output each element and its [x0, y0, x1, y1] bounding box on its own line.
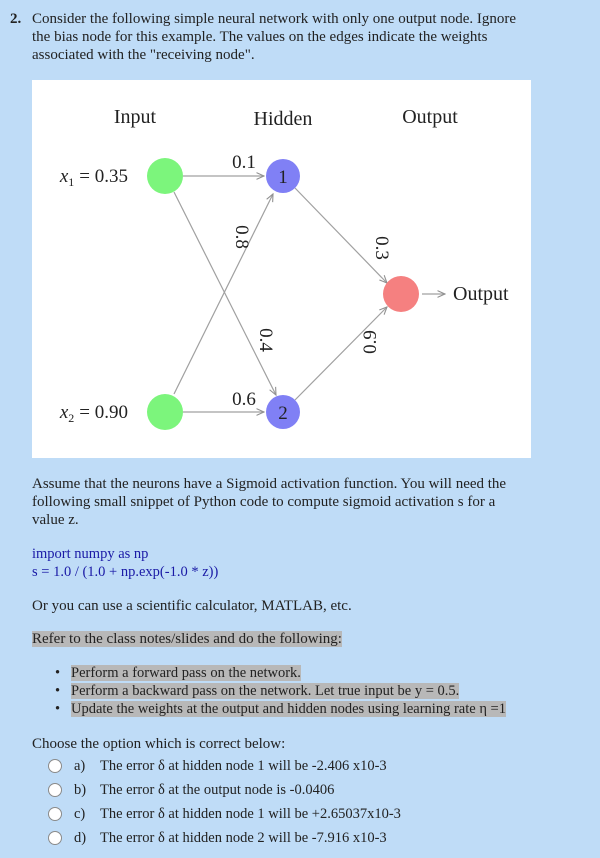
code-snippet	[32, 545, 218, 581]
option-a[interactable]	[48, 754, 401, 778]
radio-b[interactable]	[48, 783, 62, 797]
sigmoid-paragraph	[32, 475, 572, 529]
code-line-2: s = 1.0 / (1.0 + np.exp(-1.0 * z))	[32, 564, 219, 580]
network-svg	[32, 80, 531, 458]
code-line-1: import numpy as np	[32, 546, 149, 562]
answer-options	[48, 754, 401, 850]
edge-x2-h1	[174, 194, 273, 394]
hidden-node-2-label: 2	[278, 403, 288, 424]
weight-h2-out: 0.9	[360, 330, 381, 354]
option-c[interactable]	[48, 802, 401, 826]
weight-x2-h2: 0.6	[232, 389, 256, 410]
list-item: • Update the weights at the output and hidden nodes using learning rate η =1	[55, 700, 506, 718]
input-x1-label: $x_1 = 0.35$	[59, 166, 128, 189]
option-letter: a)	[74, 757, 86, 774]
choose-prompt: Choose the option which is correct below:	[32, 736, 286, 752]
weight-x1-h1: 0.1	[232, 152, 256, 173]
weight-h1-out: 0.3	[371, 236, 392, 260]
weight-x2-h1: 0.8	[231, 225, 252, 249]
input-node-x2	[147, 394, 183, 430]
list-item: • Perform a backward pass on the network. Let true input be y = 0.5.	[55, 682, 506, 700]
sigmoid-paragraph-line2: following small snippet of Python code to compute sigmoid activation s for a	[32, 494, 496, 510]
option-text: The error δ at hidden node 2 will be -7.916 x10-3	[100, 829, 387, 846]
radio-d[interactable]	[48, 831, 62, 845]
calculator-note: Or you can use a scientific calculator, MATLAB, etc.	[32, 598, 352, 614]
option-text: The error δ at hidden node 1 will be +2.65037x10-3	[100, 805, 401, 822]
weight-x1-h2: 0.4	[255, 328, 276, 352]
question-number: 2.	[10, 11, 22, 27]
question-header	[10, 10, 590, 64]
question-prompt-line3: associated with the "receiving node".	[32, 47, 255, 63]
sigmoid-paragraph-line3: value z.	[32, 512, 79, 528]
question-prompt-line2: the bias node for this example. The values on the edges indicate the weights	[32, 29, 488, 45]
radio-c[interactable]	[48, 807, 62, 821]
option-d[interactable]	[48, 826, 401, 850]
option-letter: b)	[74, 781, 87, 798]
instructions-intro	[32, 630, 572, 648]
output-node-label: Output	[453, 283, 509, 305]
question-prompt-line1: Consider the following simple neural network with only one output node. Ignore	[32, 11, 517, 27]
sigmoid-paragraph-line1: Assume that the neurons have a Sigmoid activation function. You will need the	[32, 476, 507, 492]
option-letter: d)	[74, 829, 87, 846]
hidden-node-1-label: 1	[278, 167, 288, 188]
column-label-input: Input	[113, 106, 157, 128]
list-item: • Perform a forward pass on the network.	[55, 664, 506, 682]
option-text: The error δ at hidden node 1 will be -2.406 x10-3	[100, 757, 387, 774]
option-text: The error δ at the output node is -0.0406	[100, 781, 335, 798]
column-label-hidden: Hidden	[253, 108, 313, 130]
network-diagram	[32, 80, 531, 458]
edge-x1-h2	[174, 192, 276, 395]
task-list	[55, 664, 506, 718]
output-node	[383, 276, 419, 312]
input-node-x1	[147, 158, 183, 194]
instructions-intro-text: Refer to the class notes/slides and do the following:	[32, 631, 342, 647]
radio-a[interactable]	[48, 759, 62, 773]
column-label-output: Output	[402, 106, 458, 128]
option-b[interactable]	[48, 778, 401, 802]
input-x2-label: $x_2 = 0.90$	[59, 402, 128, 425]
option-letter: c)	[74, 805, 86, 822]
